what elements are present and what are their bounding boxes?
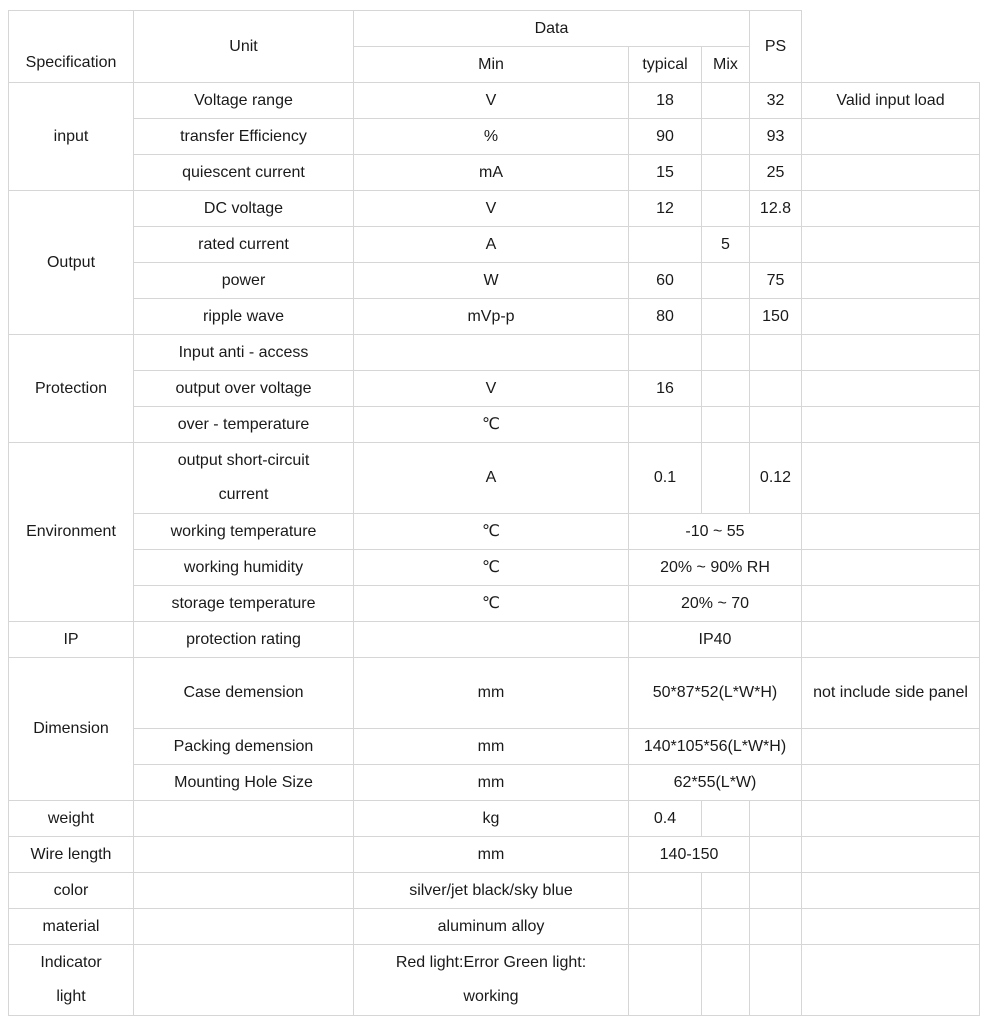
group-label: Wire length: [9, 837, 134, 873]
cell-mix: [702, 945, 750, 1016]
row-label: [134, 801, 354, 837]
cell-min: [629, 227, 702, 263]
cell-ps: 0.12: [750, 443, 802, 514]
table-row: [9, 873, 980, 909]
row-label: output short-circuit current: [134, 443, 354, 514]
cell-min: 12: [629, 191, 702, 227]
cell-min: 18: [629, 83, 702, 119]
header-unit: Unit: [134, 11, 354, 83]
cell-unit: A: [354, 227, 629, 263]
row-label: power: [134, 263, 354, 299]
cell-note: Valid input load: [802, 83, 980, 119]
table-row: [9, 299, 980, 335]
header-min: Min: [354, 47, 629, 83]
cell-unit: ℃: [354, 550, 629, 586]
row-label: [134, 945, 354, 1016]
cell-unit: mm: [354, 658, 629, 729]
cell-unit: aluminum alloy: [354, 909, 629, 945]
header-mix: Mix: [702, 47, 750, 83]
group-label: color: [9, 873, 134, 909]
table-row: [9, 155, 980, 191]
cell-min: 90: [629, 119, 702, 155]
cell-ps: 93: [750, 119, 802, 155]
cell-unit: Red light:Error Green light: working: [354, 945, 629, 1016]
cell-min: 0.4: [629, 801, 702, 837]
cell-data: 50*87*52(L*W*H): [629, 658, 802, 729]
cell-unit: ℃: [354, 514, 629, 550]
table-row: [9, 407, 980, 443]
table-row: [9, 729, 980, 765]
row-label: Input anti - access: [134, 335, 354, 371]
row-label: ripple wave: [134, 299, 354, 335]
cell-note: [802, 765, 980, 801]
cell-ps: 12.8: [750, 191, 802, 227]
cell-ps: [750, 407, 802, 443]
table-row: [9, 586, 980, 622]
table-row: [9, 837, 980, 873]
cell-note: [802, 155, 980, 191]
cell-note: [802, 119, 980, 155]
cell-data: IP40: [629, 622, 802, 658]
row-label: quiescent current: [134, 155, 354, 191]
table-row: [9, 83, 980, 119]
cell-note: [802, 371, 980, 407]
row-label: DC voltage: [134, 191, 354, 227]
row-label: storage temperature: [134, 586, 354, 622]
cell-unit: ℃: [354, 407, 629, 443]
table-row: [9, 658, 980, 729]
header-data: Data: [354, 11, 750, 47]
cell-min: [629, 873, 702, 909]
cell-ps: [750, 227, 802, 263]
cell-note: [802, 801, 980, 837]
cell-unit: V: [354, 371, 629, 407]
cell-note: [802, 909, 980, 945]
cell-mix: [702, 119, 750, 155]
cell-note: [802, 227, 980, 263]
row-label: working humidity: [134, 550, 354, 586]
cell-data: 20% ~ 70: [629, 586, 802, 622]
cell-mix: [702, 443, 750, 514]
cell-unit: mm: [354, 837, 629, 873]
row-label: Mounting Hole Size: [134, 765, 354, 801]
cell-unit: [354, 335, 629, 371]
table-row: [9, 909, 980, 945]
cell-unit: %: [354, 119, 629, 155]
cell-ps: 25: [750, 155, 802, 191]
cell-ps: [750, 909, 802, 945]
cell-note: [802, 299, 980, 335]
cell-mix: [702, 407, 750, 443]
cell-min: 80: [629, 299, 702, 335]
cell-min: 60: [629, 263, 702, 299]
table-row: [9, 227, 980, 263]
specification-table: [8, 10, 980, 1016]
cell-unit: mm: [354, 765, 629, 801]
cell-min: 0.1: [629, 443, 702, 514]
header-row: [9, 11, 980, 47]
cell-mix: [702, 335, 750, 371]
cell-ps: [750, 335, 802, 371]
cell-mix: 5: [702, 227, 750, 263]
cell-unit: silver/jet black/sky blue: [354, 873, 629, 909]
cell-unit: V: [354, 191, 629, 227]
cell-min: [629, 909, 702, 945]
cell-min: 16: [629, 371, 702, 407]
table-row: [9, 765, 980, 801]
cell-min: [629, 945, 702, 1016]
cell-note: [802, 191, 980, 227]
group-label: Dimension: [9, 658, 134, 801]
row-label: rated current: [134, 227, 354, 263]
cell-mix: [702, 191, 750, 227]
row-label: working temperature: [134, 514, 354, 550]
header-specification: Specification: [9, 11, 134, 83]
row-label: Packing demension: [134, 729, 354, 765]
cell-note: [802, 837, 980, 873]
cell-mix: [702, 873, 750, 909]
cell-note: [802, 514, 980, 550]
cell-unit: W: [354, 263, 629, 299]
group-label: input: [9, 83, 134, 191]
cell-ps: 32: [750, 83, 802, 119]
table-row: [9, 801, 980, 837]
table-row: [9, 335, 980, 371]
cell-ps: [750, 837, 802, 873]
cell-note: [802, 335, 980, 371]
cell-note: [802, 945, 980, 1016]
cell-note: not include side panel: [802, 658, 980, 729]
header-blank: [802, 11, 980, 83]
header-typical: typical: [629, 47, 702, 83]
row-label: [134, 837, 354, 873]
cell-ps: [750, 371, 802, 407]
row-label: over - temperature: [134, 407, 354, 443]
cell-note: [802, 550, 980, 586]
cell-data: 20% ~ 90% RH: [629, 550, 802, 586]
row-label: [134, 909, 354, 945]
cell-mix: [702, 155, 750, 191]
group-label: Output: [9, 191, 134, 335]
cell-min: 15: [629, 155, 702, 191]
cell-ps: [750, 801, 802, 837]
cell-unit: ℃: [354, 586, 629, 622]
table-row: [9, 514, 980, 550]
table-row: [9, 119, 980, 155]
cell-min: [629, 407, 702, 443]
row-label: protection rating: [134, 622, 354, 658]
row-label: [134, 873, 354, 909]
group-label: Environment: [9, 443, 134, 622]
cell-unit: kg: [354, 801, 629, 837]
cell-note: [802, 873, 980, 909]
cell-mix: [702, 801, 750, 837]
cell-note: [802, 263, 980, 299]
cell-ps: [750, 873, 802, 909]
group-label: weight: [9, 801, 134, 837]
table-row: [9, 443, 980, 514]
cell-unit: [354, 622, 629, 658]
cell-note: [802, 622, 980, 658]
cell-mix: [702, 83, 750, 119]
row-label: output over voltage: [134, 371, 354, 407]
header-ps: PS: [750, 11, 802, 83]
cell-note: [802, 443, 980, 514]
group-label: material: [9, 909, 134, 945]
cell-mix: [702, 263, 750, 299]
group-label: Indicator light: [9, 945, 134, 1016]
row-label: transfer Efficiency: [134, 119, 354, 155]
cell-unit: mA: [354, 155, 629, 191]
cell-mix: [702, 909, 750, 945]
cell-ps: [750, 945, 802, 1016]
row-label: Voltage range: [134, 83, 354, 119]
group-label: Protection: [9, 335, 134, 443]
cell-data: 140-150: [629, 837, 750, 873]
table-row: [9, 191, 980, 227]
cell-data: 62*55(L*W): [629, 765, 802, 801]
cell-unit: mVp-p: [354, 299, 629, 335]
cell-unit: mm: [354, 729, 629, 765]
cell-note: [802, 729, 980, 765]
table-row: [9, 263, 980, 299]
cell-note: [802, 586, 980, 622]
cell-note: [802, 407, 980, 443]
table-row: [9, 945, 980, 1016]
table-row: [9, 371, 980, 407]
cell-mix: [702, 371, 750, 407]
cell-data: -10 ~ 55: [629, 514, 802, 550]
cell-min: [629, 335, 702, 371]
row-label: Case demension: [134, 658, 354, 729]
table-row: [9, 550, 980, 586]
table-row: [9, 622, 980, 658]
cell-mix: [702, 299, 750, 335]
cell-ps: 75: [750, 263, 802, 299]
cell-ps: 150: [750, 299, 802, 335]
cell-unit: V: [354, 83, 629, 119]
group-label: IP: [9, 622, 134, 658]
cell-data: 140*105*56(L*W*H): [629, 729, 802, 765]
cell-unit: A: [354, 443, 629, 514]
